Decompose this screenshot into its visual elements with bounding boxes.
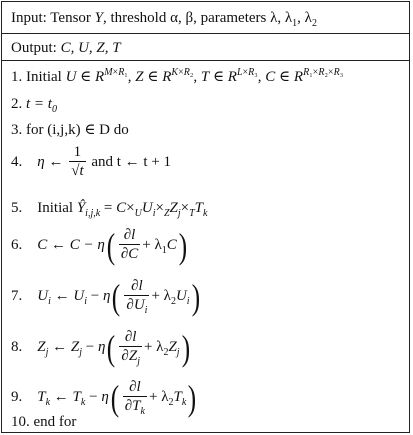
step-6: 6. C ← C − η( $\frac{\partial l}{\partial C}$ + $\lambda_1C$) — [11, 225, 187, 266]
output-label: Output: — [11, 40, 61, 56]
fraction: $\frac{1}{√t}$ — [71, 144, 84, 179]
step-4: 4. η ← $\frac{1}{√t}$ and t ← t + 1 — [11, 144, 172, 179]
step-2: 2. $t = t_0$ — [11, 96, 57, 115]
step-num: 6. — [11, 236, 23, 253]
step-text: Z — [37, 338, 46, 355]
output-vars: C, U, Z, T — [60, 40, 121, 56]
step-num: 7. — [11, 287, 23, 304]
input-header — [2, 2, 409, 34]
step-num: 9. — [11, 388, 23, 405]
input-sub1: 1 — [292, 18, 298, 29]
step-num: 3. — [11, 122, 23, 138]
step-num: 1. — [11, 69, 23, 85]
input-y: Y — [94, 10, 104, 26]
input-line — [11, 9, 317, 27]
input-comma: , λ — [297, 10, 312, 26]
step-9: 9. $T_k$ ← $T_k - \eta$( $\frac{\partial l}{\partial T_k}$ + $\lambda_2T_k$) — [11, 377, 197, 418]
step-text: Initial — [37, 200, 74, 216]
input-sub2: 2 — [311, 18, 317, 29]
step-7: 7. $U_i$ ← $U_i - \eta$( $\frac{\partial l}{\partial U_i}$ + $\lambda_2U_i$) — [11, 276, 200, 317]
algorithm-box — [1, 1, 410, 433]
step-text: t = t — [26, 96, 52, 112]
step-text: Initial — [26, 69, 62, 85]
step-num: 10. — [11, 414, 30, 430]
step-5: 5. Initial $Ŷ_{i,j,k} = C\times_UU_i\times_ZZ_j\times_TT_k$ — [11, 200, 208, 219]
step-num: 2. — [11, 96, 23, 112]
step-text: C ← C − η — [37, 236, 105, 253]
step-num: 8. — [11, 338, 23, 355]
input-rest: , threshold α, β, parameters λ, λ — [103, 10, 293, 26]
step-1: 1. Initial U ∈ $R^{M\times R_1}$, Z ∈ $R^{K\times R_2}$, T ∈ $R^{L\times R_3}$, C ∈ $R^{R_1\times R_2\times R_3}$ — [11, 67, 344, 85]
step-text: end for — [33, 414, 77, 430]
step-text: U — [37, 287, 49, 304]
step-num: 4. — [11, 153, 23, 170]
step-num: 5. — [11, 200, 23, 216]
output-header — [2, 34, 409, 61]
step-text: and t ← t + 1 — [91, 153, 172, 170]
step-text: for (i,j,k) ∈ D do — [26, 122, 129, 138]
step-text: T — [37, 388, 46, 405]
input-label: Input: Tensor — [11, 10, 95, 26]
step-10 — [11, 413, 76, 431]
output-line — [11, 39, 121, 57]
step-8: 8. $Z_j$ ← $Z_j - \eta$( $\frac{\partial l}{\partial Z_j}$ + $\lambda_2Z_j$) — [11, 327, 190, 368]
step-3 — [11, 121, 129, 139]
